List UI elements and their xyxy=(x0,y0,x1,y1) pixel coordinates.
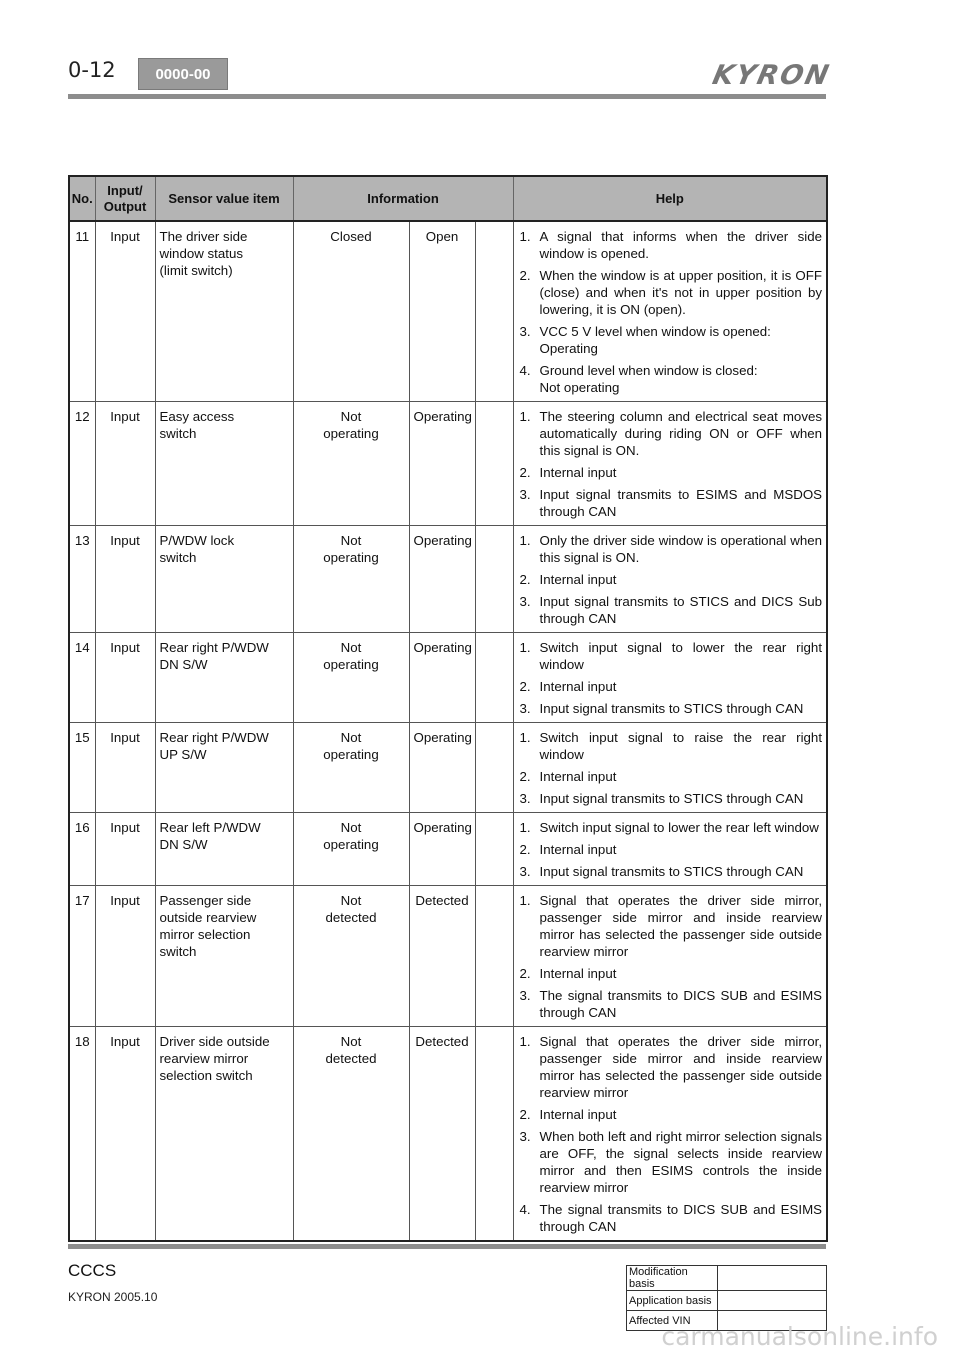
help-item-text: Internal input xyxy=(539,1107,617,1122)
row-sensor-item: Rear right P/WDW DN S/W xyxy=(155,633,293,723)
help-item: 2. Internal input xyxy=(519,769,617,784)
help-item-text: Ground level when window is closed: Not operating xyxy=(539,363,758,395)
table-row xyxy=(69,1027,827,1242)
row-sensor-item: Easy access switch xyxy=(155,402,293,526)
help-item: 3. Input signal transmits to STICS through CAN xyxy=(519,864,804,879)
brand-logo: KYRON xyxy=(709,59,834,91)
row-value-on: Open xyxy=(409,221,475,402)
help-item-text: A signal that informs when the driver side window is opened. xyxy=(539,229,823,261)
row-value-on: Operating xyxy=(409,723,475,813)
help-item-text: Internal input xyxy=(539,465,617,480)
help-item-text: The signal transmits to DICS SUB and ESIMS through CAN xyxy=(539,988,823,1020)
row-input-output: Input xyxy=(95,526,155,633)
row-value-off: Not detected xyxy=(293,1027,409,1242)
help-item-text: Internal input xyxy=(539,966,617,981)
row-sensor-item: Rear left P/WDW DN S/W xyxy=(155,813,293,886)
row-help xyxy=(513,886,827,1027)
help-item-text: VCC 5 V level when window is opened: Operating xyxy=(539,324,771,356)
row-help xyxy=(513,526,827,633)
modification-row xyxy=(627,1266,827,1291)
help-item-text: The steering column and electrical seat moves automatically during riding ON or OFF when this signal is ON. xyxy=(539,409,823,458)
help-item: 2. Internal input xyxy=(519,1107,617,1122)
table-header-row xyxy=(69,176,827,221)
table-row xyxy=(69,723,827,813)
header-divider xyxy=(68,94,826,99)
row-help xyxy=(513,221,827,402)
help-list xyxy=(518,1033,823,1235)
watermark: carmanualsonline.info xyxy=(661,1322,938,1351)
header-input-output: Input/ Output xyxy=(95,176,155,221)
row-value-off: Not detected xyxy=(293,886,409,1027)
row-help xyxy=(513,813,827,886)
modification-label: Affected VIN xyxy=(627,1311,718,1331)
row-number: 14 xyxy=(69,633,95,723)
row-value-off: Not operating xyxy=(293,723,409,813)
footer-edition: KYRON 2005.10 xyxy=(68,1290,158,1304)
table-row xyxy=(69,633,827,723)
help-item: 2. Internal input xyxy=(519,842,617,857)
row-value-on: Operating xyxy=(409,402,475,526)
help-list xyxy=(518,408,823,520)
row-value-spacer xyxy=(475,402,513,526)
header-information: Information xyxy=(293,176,513,221)
help-item-text: Switch input signal to lower the rear left window xyxy=(539,820,819,835)
help-item-text: When both left and right mirror selection signals are OFF, the signal selects inside rearview mirror and then ESIMS controls the inside rearview mirror xyxy=(539,1129,823,1195)
row-number: 15 xyxy=(69,723,95,813)
help-item: 2. Internal input xyxy=(519,966,617,981)
row-value-on: Operating xyxy=(409,813,475,886)
help-item: 4. The signal transmits to DICS SUB and ESIMS through CAN xyxy=(519,1202,823,1234)
row-number: 16 xyxy=(69,813,95,886)
row-sensor-item: The driver side window status (limit switch) xyxy=(155,221,293,402)
modification-row xyxy=(627,1291,827,1311)
footer-section: CCCS xyxy=(68,1261,117,1280)
help-item: 1. Switch input signal to raise the rear right window xyxy=(519,730,823,762)
help-item-text: Switch input signal to raise the rear right window xyxy=(539,730,823,762)
row-input-output: Input xyxy=(95,221,155,402)
help-item-text: Internal input xyxy=(539,842,617,857)
help-list xyxy=(518,639,823,717)
table-row xyxy=(69,526,827,633)
row-number: 17 xyxy=(69,886,95,1027)
help-item: 2. Internal input xyxy=(519,679,617,694)
page-number: 0-12 xyxy=(68,58,116,82)
help-item: 2. When the window is at upper position, it is OFF (close) and when it's not in upper position by lowering, it is ON (open). xyxy=(519,268,823,317)
row-input-output: Input xyxy=(95,1027,155,1242)
row-value-off: Closed xyxy=(293,221,409,402)
help-item: 3. When both left and right mirror selection signals are OFF, the signal selects inside rearview mirror and then ESIMS controls the inside rearview mirror xyxy=(519,1129,823,1195)
help-item: 3. Input signal transmits to STICS through CAN xyxy=(519,791,804,806)
help-item: 1. Signal that operates the driver side mirror, passenger side mirror and inside rearview mirror has selected the passenger side outside rearview mirror xyxy=(519,893,823,959)
help-item-text: Input signal transmits to STICS through CAN xyxy=(539,701,804,716)
help-item: 4. Ground level when window is closed: Not operating xyxy=(519,363,758,395)
row-value-spacer xyxy=(475,723,513,813)
help-item: 1. A signal that informs when the driver side window is opened. xyxy=(519,229,823,261)
modification-label: Modification basis xyxy=(627,1266,718,1291)
header-no: No. xyxy=(69,176,95,221)
help-item: 3. The signal transmits to DICS SUB and ESIMS through CAN xyxy=(519,988,823,1020)
row-help xyxy=(513,633,827,723)
modification-value xyxy=(718,1291,827,1311)
help-item-text: Input signal transmits to STICS through CAN xyxy=(539,791,804,806)
row-value-off: Not operating xyxy=(293,402,409,526)
row-value-on: Operating xyxy=(409,633,475,723)
help-list xyxy=(518,729,823,807)
table-row xyxy=(69,402,827,526)
help-item: 1. Switch input signal to lower the rear right window xyxy=(519,640,823,672)
help-item-text: Input signal transmits to STICS and DICS Sub through CAN xyxy=(539,594,823,626)
help-item: 1. Signal that operates the driver side mirror, passenger side mirror and inside rearview mirror has selected the passenger side outside rearview mirror xyxy=(519,1034,823,1100)
row-number: 12 xyxy=(69,402,95,526)
row-value-spacer xyxy=(475,633,513,723)
row-number: 18 xyxy=(69,1027,95,1242)
row-input-output: Input xyxy=(95,633,155,723)
help-item-text: Input signal transmits to STICS through CAN xyxy=(539,864,804,879)
table-row xyxy=(69,886,827,1027)
help-item-text: Internal input xyxy=(539,769,617,784)
row-input-output: Input xyxy=(95,402,155,526)
footer-divider xyxy=(68,1244,826,1249)
row-number: 11 xyxy=(69,221,95,402)
row-sensor-item: Passenger side outside rearview mirror selection switch xyxy=(155,886,293,1027)
help-list xyxy=(518,532,823,627)
section-code-badge: 0000-00 xyxy=(138,58,228,90)
help-item: 1. Switch input signal to lower the rear left window xyxy=(519,820,819,835)
help-item-text: Switch input signal to lower the rear right window xyxy=(539,640,823,672)
help-item: 3. Input signal transmits to STICS and DICS Sub through CAN xyxy=(519,594,823,626)
table-row xyxy=(69,221,827,402)
help-item: 2. Internal input xyxy=(519,572,617,587)
row-value-off: Not operating xyxy=(293,526,409,633)
modification-value xyxy=(718,1266,827,1291)
row-help xyxy=(513,723,827,813)
row-sensor-item: P/WDW lock switch xyxy=(155,526,293,633)
row-value-on: Detected xyxy=(409,886,475,1027)
sensor-spec-table xyxy=(68,175,828,1242)
table-row xyxy=(69,813,827,886)
help-item: 1. Only the driver side window is operational when this signal is ON. xyxy=(519,533,823,565)
help-item-text: Signal that operates the driver side mirror, passenger side mirror and inside rearview mirror has selected the passenger side outside rearview mirror xyxy=(539,893,823,959)
help-list xyxy=(518,228,823,396)
row-value-spacer xyxy=(475,1027,513,1242)
row-value-off: Not operating xyxy=(293,633,409,723)
help-item-text: When the window is at upper position, it is OFF (close) and when it's not in upper position by lowering, it is ON (open). xyxy=(539,268,823,317)
row-help xyxy=(513,402,827,526)
help-item-text: Input signal transmits to ESIMS and MSDOS through CAN xyxy=(539,487,823,519)
row-input-output: Input xyxy=(95,813,155,886)
help-list xyxy=(518,819,823,880)
help-item-text: Only the driver side window is operational when this signal is ON. xyxy=(539,533,823,565)
row-value-spacer xyxy=(475,221,513,402)
help-item-text: The signal transmits to DICS SUB and ESIMS through CAN xyxy=(539,1202,823,1234)
row-value-off: Not operating xyxy=(293,813,409,886)
help-item: 1. The steering column and electrical seat moves automatically during riding ON or OFF when this signal is ON. xyxy=(519,409,823,458)
row-input-output: Input xyxy=(95,723,155,813)
modification-label: Application basis xyxy=(627,1291,718,1311)
help-item: 2. Internal input xyxy=(519,465,617,480)
row-help xyxy=(513,1027,827,1242)
row-value-spacer xyxy=(475,886,513,1027)
row-sensor-item: Rear right P/WDW UP S/W xyxy=(155,723,293,813)
help-item: 3. Input signal transmits to STICS through CAN xyxy=(519,701,804,716)
row-value-on: Detected xyxy=(409,1027,475,1242)
row-value-on: Operating xyxy=(409,526,475,633)
row-value-spacer xyxy=(475,526,513,633)
help-list xyxy=(518,892,823,1021)
row-value-spacer xyxy=(475,813,513,886)
help-item-text: Signal that operates the driver side mirror, passenger side mirror and inside rearview mirror has selected the passenger side outside rearview mirror xyxy=(539,1034,823,1100)
help-item: 3. VCC 5 V level when window is opened: Operating xyxy=(519,324,771,356)
header-sensor-value-item: Sensor value item xyxy=(155,176,293,221)
row-input-output: Input xyxy=(95,886,155,1027)
help-item-text: Internal input xyxy=(539,572,617,587)
header-help: Help xyxy=(513,176,827,221)
row-sensor-item: Driver side outside rearview mirror selection switch xyxy=(155,1027,293,1242)
row-number: 13 xyxy=(69,526,95,633)
help-item-text: Internal input xyxy=(539,679,617,694)
help-item: 3. Input signal transmits to ESIMS and MSDOS through CAN xyxy=(519,487,823,519)
